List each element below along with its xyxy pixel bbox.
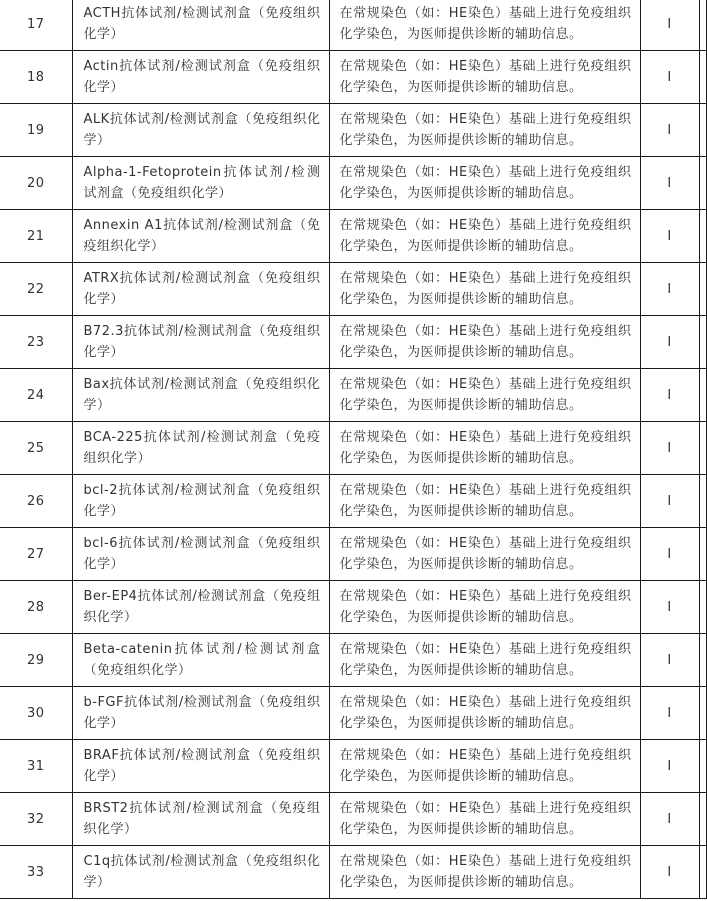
table-row (0, 210, 706, 263)
row-end-cell (699, 263, 706, 316)
row-end-cell (699, 475, 706, 528)
table-row (0, 369, 706, 422)
row-end-cell (699, 316, 706, 369)
row-end-cell (699, 210, 706, 263)
table-row (0, 687, 706, 740)
product-class: I (640, 793, 699, 846)
row-end-cell (699, 51, 706, 104)
product-name: Annexin A1抗体试剂/检测试剂盒（免疫组织化学） (72, 210, 329, 263)
row-number: 21 (0, 210, 72, 263)
row-number: 22 (0, 263, 72, 316)
product-name: B72.3抗体试剂/检测试剂盒（免疫组织化学） (72, 316, 329, 369)
product-description: 在常规染色（如：HE染色）基础上进行免疫组织化学染色，为医师提供诊断的辅助信息。 (329, 687, 640, 740)
product-class: I (640, 475, 699, 528)
row-end-cell (699, 157, 706, 210)
row-number: 27 (0, 528, 72, 581)
product-class: I (640, 740, 699, 793)
product-class: I (640, 104, 699, 157)
product-description: 在常规染色（如：HE染色）基础上进行免疫组织化学染色，为医师提供诊断的辅助信息。 (329, 528, 640, 581)
product-name: Ber-EP4抗体试剂/检测试剂盒（免疫组织化学） (72, 581, 329, 634)
product-description: 在常规染色（如：HE染色）基础上进行免疫组织化学染色，为医师提供诊断的辅助信息。 (329, 157, 640, 210)
row-end-cell (699, 634, 706, 687)
product-name: BCA-225抗体试剂/检测试剂盒（免疫组织化学） (72, 422, 329, 475)
row-number: 24 (0, 369, 72, 422)
row-number: 31 (0, 740, 72, 793)
product-class: I (640, 422, 699, 475)
row-end-cell (699, 740, 706, 793)
product-class: I (640, 634, 699, 687)
product-class: I (640, 51, 699, 104)
row-number: 20 (0, 157, 72, 210)
table-row (0, 528, 706, 581)
product-description: 在常规染色（如：HE染色）基础上进行免疫组织化学染色，为医师提供诊断的辅助信息。 (329, 581, 640, 634)
row-end-cell (699, 104, 706, 157)
table-row (0, 581, 706, 634)
product-description: 在常规染色（如：HE染色）基础上进行免疫组织化学染色，为医师提供诊断的辅助信息。 (329, 740, 640, 793)
table-row (0, 634, 706, 687)
product-class: I (640, 263, 699, 316)
product-class: I (640, 0, 699, 51)
table-row (0, 793, 706, 846)
row-number: 28 (0, 581, 72, 634)
row-end-cell (699, 793, 706, 846)
product-name: bcl-6抗体试剂/检测试剂盒（免疫组织化学） (72, 528, 329, 581)
row-number: 33 (0, 846, 72, 899)
product-description: 在常规染色（如：HE染色）基础上进行免疫组织化学染色，为医师提供诊断的辅助信息。 (329, 369, 640, 422)
product-name: ALK抗体试剂/检测试剂盒（免疫组织化学） (72, 104, 329, 157)
table-row (0, 422, 706, 475)
row-number: 17 (0, 0, 72, 51)
table-row (0, 104, 706, 157)
row-end-cell (699, 581, 706, 634)
product-class: I (640, 528, 699, 581)
product-description: 在常规染色（如：HE染色）基础上进行免疫组织化学染色，为医师提供诊断的辅助信息。 (329, 0, 640, 51)
table-row (0, 740, 706, 793)
table-row (0, 846, 706, 899)
row-end-cell (699, 846, 706, 899)
table-row (0, 51, 706, 104)
table-row (0, 316, 706, 369)
row-number: 32 (0, 793, 72, 846)
product-class: I (640, 581, 699, 634)
table-row (0, 263, 706, 316)
row-end-cell (699, 528, 706, 581)
product-name: Alpha-1-Fetoprotein抗体试剂/检测试剂盒（免疫组织化学） (72, 157, 329, 210)
row-number: 30 (0, 687, 72, 740)
product-name: ATRX抗体试剂/检测试剂盒（免疫组织化学） (72, 263, 329, 316)
table-row (0, 475, 706, 528)
product-name: BRST2抗体试剂/检测试剂盒（免疫组织化学） (72, 793, 329, 846)
product-name: Bax抗体试剂/检测试剂盒（免疫组织化学） (72, 369, 329, 422)
row-end-cell (699, 0, 706, 51)
product-name: Actin抗体试剂/检测试剂盒（免疫组织化学） (72, 51, 329, 104)
product-class: I (640, 316, 699, 369)
product-name: b-FGF抗体试剂/检测试剂盒（免疫组织化学） (72, 687, 329, 740)
row-number: 19 (0, 104, 72, 157)
row-end-cell (699, 422, 706, 475)
product-name: BRAF抗体试剂/检测试剂盒（免疫组织化学） (72, 740, 329, 793)
product-description: 在常规染色（如：HE染色）基础上进行免疫组织化学染色，为医师提供诊断的辅助信息。 (329, 634, 640, 687)
product-description: 在常规染色（如：HE染色）基础上进行免疫组织化学染色，为医师提供诊断的辅助信息。 (329, 793, 640, 846)
product-description: 在常规染色（如：HE染色）基础上进行免疫组织化学染色，为医师提供诊断的辅助信息。 (329, 210, 640, 263)
row-number: 25 (0, 422, 72, 475)
row-number: 26 (0, 475, 72, 528)
product-description: 在常规染色（如：HE染色）基础上进行免疫组织化学染色，为医师提供诊断的辅助信息。 (329, 475, 640, 528)
product-description: 在常规染色（如：HE染色）基础上进行免疫组织化学染色，为医师提供诊断的辅助信息。 (329, 846, 640, 899)
product-name: ACTH抗体试剂/检测试剂盒（免疫组织化学） (72, 0, 329, 51)
product-description: 在常规染色（如：HE染色）基础上进行免疫组织化学染色，为医师提供诊断的辅助信息。 (329, 316, 640, 369)
product-class: I (640, 157, 699, 210)
product-name: C1q抗体试剂/检测试剂盒（免疫组织化学） (72, 846, 329, 899)
product-class: I (640, 687, 699, 740)
product-description: 在常规染色（如：HE染色）基础上进行免疫组织化学染色，为医师提供诊断的辅助信息。 (329, 422, 640, 475)
product-description: 在常规染色（如：HE染色）基础上进行免疫组织化学染色，为医师提供诊断的辅助信息。 (329, 51, 640, 104)
row-number: 29 (0, 634, 72, 687)
row-number: 18 (0, 51, 72, 104)
table-row (0, 157, 706, 210)
row-end-cell (699, 369, 706, 422)
row-end-cell (699, 687, 706, 740)
product-description: 在常规染色（如：HE染色）基础上进行免疫组织化学染色，为医师提供诊断的辅助信息。 (329, 104, 640, 157)
row-number: 23 (0, 316, 72, 369)
product-class: I (640, 369, 699, 422)
product-name: Beta-catenin抗体试剂/检测试剂盒（免疫组织化学） (72, 634, 329, 687)
product-description: 在常规染色（如：HE染色）基础上进行免疫组织化学染色，为医师提供诊断的辅助信息。 (329, 263, 640, 316)
table-row (0, 0, 706, 51)
product-class: I (640, 846, 699, 899)
product-name: bcl-2抗体试剂/检测试剂盒（免疫组织化学） (72, 475, 329, 528)
product-class: I (640, 210, 699, 263)
